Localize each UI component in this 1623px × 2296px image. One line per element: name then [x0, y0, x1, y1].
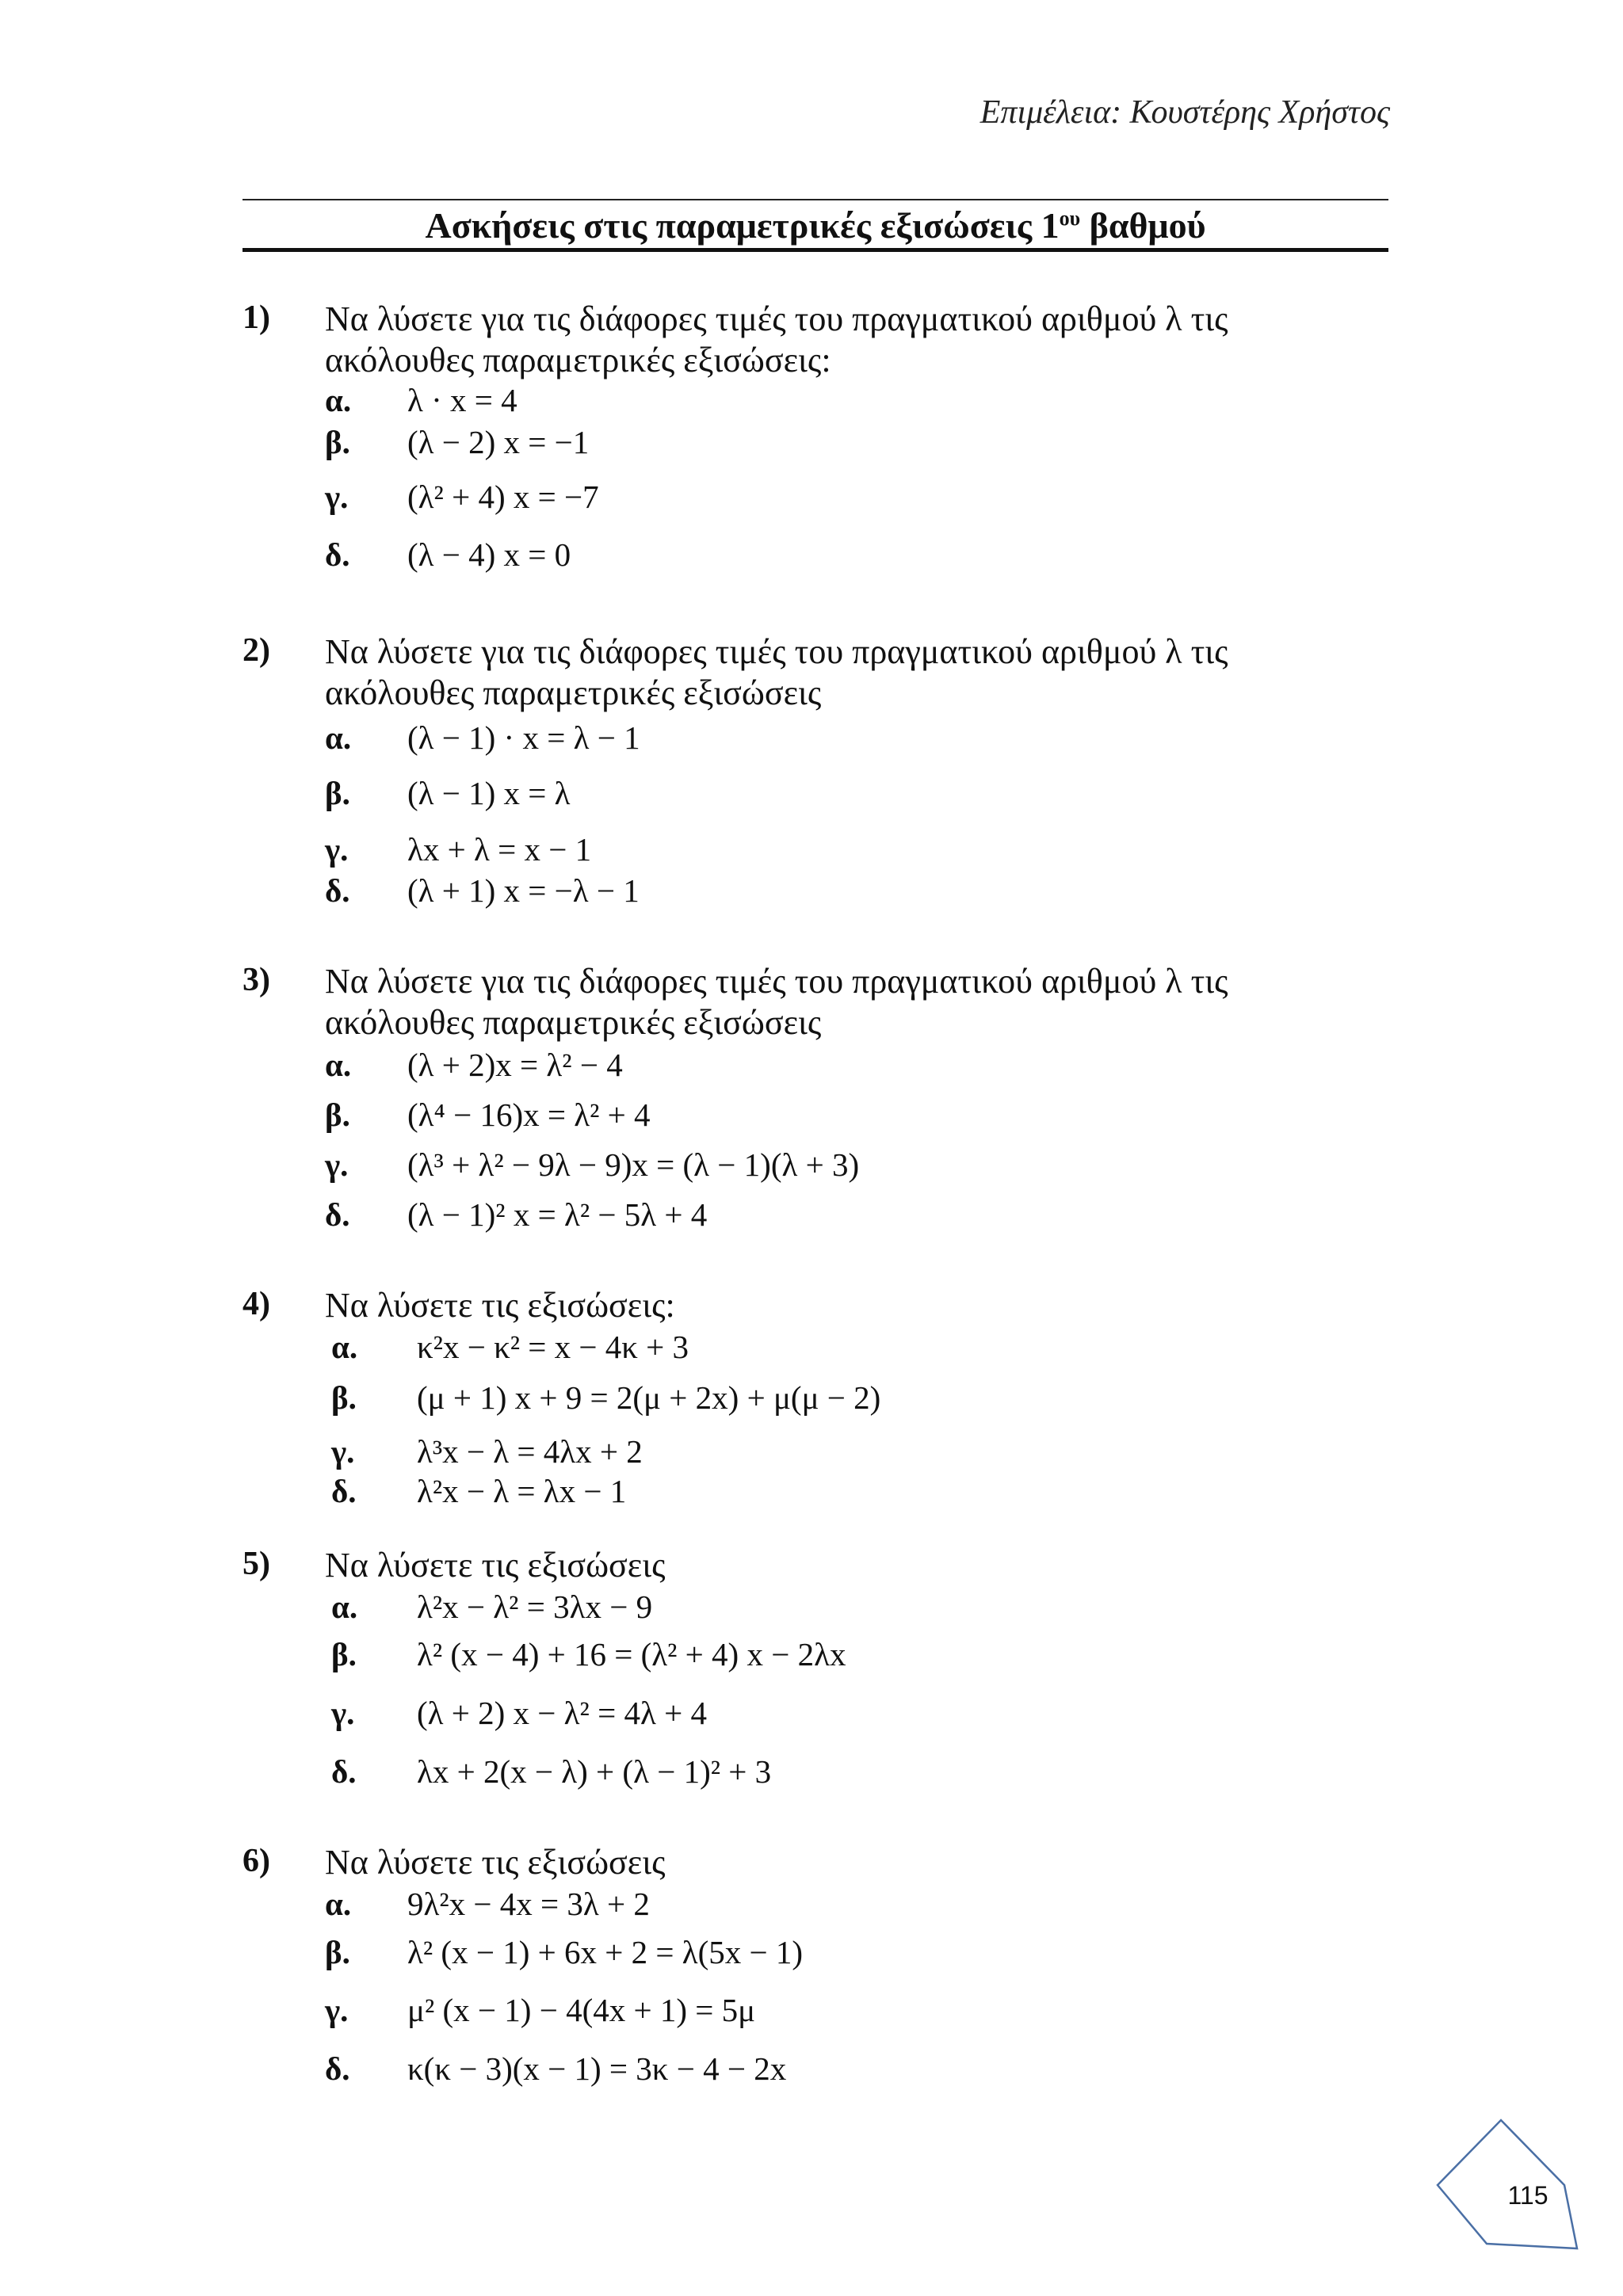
item-equation: λ² (x − 4) + 16 = (λ² + 4) x − 2λx [417, 1636, 846, 1672]
item-equation: (λ − 1) x = λ [407, 775, 571, 811]
title-top-rule [242, 199, 1388, 200]
item-equation: (λ + 2) x − λ² = 4λ + 4 [417, 1695, 707, 1731]
exercise-prompt: Να λύσετε για τις διάφορες τιμές του πραγματικού αριθμού λ τις ακόλουθες παραμετρικές εξισώσεις: [325, 299, 1228, 379]
exercise-number: 4) [242, 1286, 270, 1322]
item-equation: (μ + 1) x + 9 = 2(μ + 2x) + μ(μ − 2) [417, 1379, 881, 1416]
item-label: α. [325, 1047, 352, 1083]
item-equation: λ² (x − 1) + 6x + 2 = λ(5x − 1) [407, 1934, 804, 1970]
item-equation: μ² (x − 1) − 4(4x + 1) = 5μ [407, 1992, 756, 2028]
item-equation: (λ⁴ − 16)x = λ² + 4 [407, 1097, 651, 1133]
item-equation: 9λ²x − 4x = 3λ + 2 [407, 1886, 650, 1922]
exercise-prompt: Να λύσετε για τις διάφορες τιμές του πραγματικού αριθμού λ τις ακόλουθες παραμετρικές εξισώσεις [325, 962, 1228, 1042]
item-label: δ. [331, 1753, 357, 1790]
page-header: Επιμέλεια: Κουστέρης Χρήστος [980, 94, 1390, 131]
item-label: α. [331, 1329, 358, 1365]
exercise-prompt: Να λύσετε τις εξισώσεις [325, 1843, 666, 1882]
item-equation: (λ + 1) x = −λ − 1 [407, 872, 640, 909]
item-label: γ. [325, 831, 349, 868]
item-label: γ. [325, 1992, 349, 2028]
item-label: β. [325, 775, 350, 811]
section-title [242, 204, 1388, 246]
item-equation: λx + 2(x − λ) + (λ − 1)² + 3 [417, 1753, 772, 1790]
section-title-main: Ασκήσεις στις παραμετρικές εξισώσεις 1 [425, 205, 1060, 246]
item-equation: (λ − 4) x = 0 [407, 536, 571, 573]
item-equation: λ²x − λ² = 3λx − 9 [417, 1589, 653, 1625]
item-label: γ. [325, 479, 349, 515]
exercise-prompt: Να λύσετε τις εξισώσεις: [325, 1286, 675, 1325]
item-equation: λx + λ = x − 1 [407, 831, 592, 868]
item-label: α. [331, 1589, 358, 1625]
item-equation: κ²x − κ² = x − 4κ + 3 [417, 1329, 689, 1365]
item-equation: (λ − 1)² x = λ² − 5λ + 4 [407, 1196, 708, 1233]
section-title-end: βαθμού [1080, 205, 1206, 246]
section-title-superscript: ου [1059, 207, 1081, 230]
exercise-number: 1) [242, 299, 270, 336]
exercise-number: 2) [242, 632, 270, 669]
item-label: β. [325, 1097, 350, 1133]
item-equation: κ(κ − 3)(x − 1) = 3κ − 4 − 2x [407, 2050, 787, 2087]
item-equation: (λ² + 4) x = −7 [407, 479, 599, 515]
item-label: δ. [331, 1473, 357, 1509]
exercise-number: 3) [242, 962, 270, 998]
item-label: δ. [325, 2050, 350, 2087]
item-label: α. [325, 1886, 352, 1922]
item-equation: (λ − 1) · x = λ − 1 [407, 719, 640, 756]
item-label: δ. [325, 1196, 350, 1233]
item-equation: (λ − 2) x = −1 [407, 424, 590, 460]
item-equation: λ²x − λ = λx − 1 [417, 1473, 627, 1509]
item-label: γ. [325, 1146, 349, 1183]
item-label: β. [331, 1636, 357, 1672]
item-label: α. [325, 382, 352, 418]
item-label: γ. [331, 1433, 355, 1470]
exercise-number: 5) [242, 1546, 270, 1582]
item-label: β. [331, 1379, 357, 1416]
exercise-prompt: Να λύσετε τις εξισώσεις [325, 1546, 666, 1585]
item-label: α. [325, 719, 352, 756]
exercise-prompt: Να λύσετε για τις διάφορες τιμές του πραγματικού αριθμού λ τις ακόλουθες παραμετρικές εξισώσεις [325, 632, 1228, 712]
item-label: δ. [325, 872, 350, 909]
title-bottom-rule [242, 248, 1388, 252]
item-equation: (λ + 2)x = λ² − 4 [407, 1047, 623, 1083]
item-equation: (λ³ + λ² − 9λ − 9)x = (λ − 1)(λ + 3) [407, 1146, 860, 1183]
item-equation: λ · x = 4 [407, 382, 517, 418]
item-label: β. [325, 424, 350, 460]
page-number: 115 [1507, 2181, 1549, 2210]
item-label: δ. [325, 536, 350, 573]
item-label: γ. [331, 1695, 355, 1731]
item-equation: λ³x − λ = 4λx + 2 [417, 1433, 643, 1470]
exercise-number: 6) [242, 1843, 270, 1879]
item-label: β. [325, 1934, 350, 1970]
